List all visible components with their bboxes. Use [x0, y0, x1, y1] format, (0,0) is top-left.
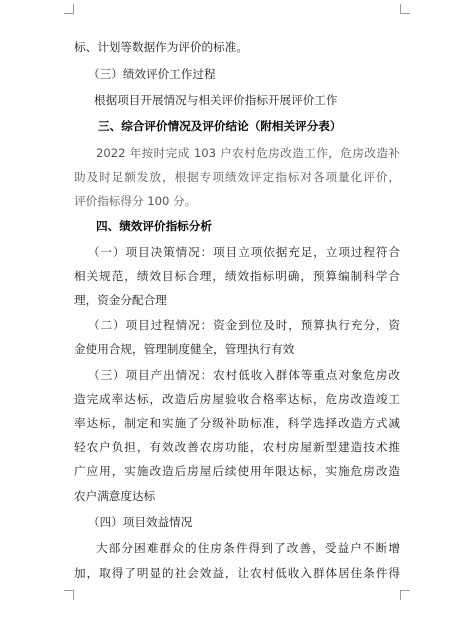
paragraph-line: 造完成率达标，改造后房屋验收合格率达标，危房改造竣工	[74, 392, 400, 406]
corner-crop-mark-bottom-right	[400, 590, 410, 600]
paragraph-line: 农户满意度达标	[74, 489, 156, 503]
section-heading: 四、绩效评价指标分析	[96, 219, 212, 233]
paragraph-line: 理，资金分配合理	[74, 293, 167, 307]
paragraph-line: 加，取得了明显的社会效益，让农村低收入群体居住条件得	[74, 566, 400, 580]
section-heading: 三、综合评价情况及评价结论（附相关评分表）	[98, 119, 342, 133]
paragraph-line: 评价指标得分 100 分。	[74, 194, 197, 208]
paragraph-line: 金使用合规，管理制度健全，管理执行有效	[74, 342, 295, 356]
paragraph-line: 轻农户负担，有效改善农房功能，农村房屋新型建造技术推	[74, 440, 400, 454]
corner-crop-mark-bottom-left	[64, 590, 74, 600]
paragraph-line: 2022 年按时完成 103 户农村危房改造工作，危房改造补	[96, 146, 400, 160]
paragraph-line: （四）项目效益情况	[88, 515, 193, 529]
paragraph-line: 相关规范，绩效目标合理，绩效指标明确，预算编制科学合	[74, 269, 400, 283]
paragraph-line: 广应用，实施改造后房屋后续使用年限达标，实施危房改造	[74, 464, 400, 478]
paragraph-line: 标、计划等数据作为评价的标准。	[74, 40, 248, 54]
paragraph-line: 率达标，制定和实施了分级补助标准，科学选择改造方式减	[74, 416, 400, 430]
paragraph-line: 根据项目开展情况与相关评价指标开展评价工作	[94, 93, 338, 107]
paragraph-line: （三）项目产出情况：农村低收入群体等重点对象危房改	[88, 368, 400, 382]
paragraph-line: （一）项目决策情况：项目立项依据充足，立项过程符合	[88, 245, 400, 259]
paragraph-line: 大部分困难群众的住房条件得到了改善，受益户不断增	[96, 541, 400, 555]
paragraph-line: （二）项目过程情况：资金到位及时，预算执行充分，资	[88, 318, 400, 332]
paragraph-line: 助及时足额发放，根据专项绩效评定指标对各项量化评价，	[74, 170, 400, 184]
corner-crop-mark-top-right	[400, 4, 410, 14]
paragraph-line: （三）绩效评价工作过程	[88, 67, 216, 81]
corner-crop-mark-top-left	[64, 4, 74, 14]
